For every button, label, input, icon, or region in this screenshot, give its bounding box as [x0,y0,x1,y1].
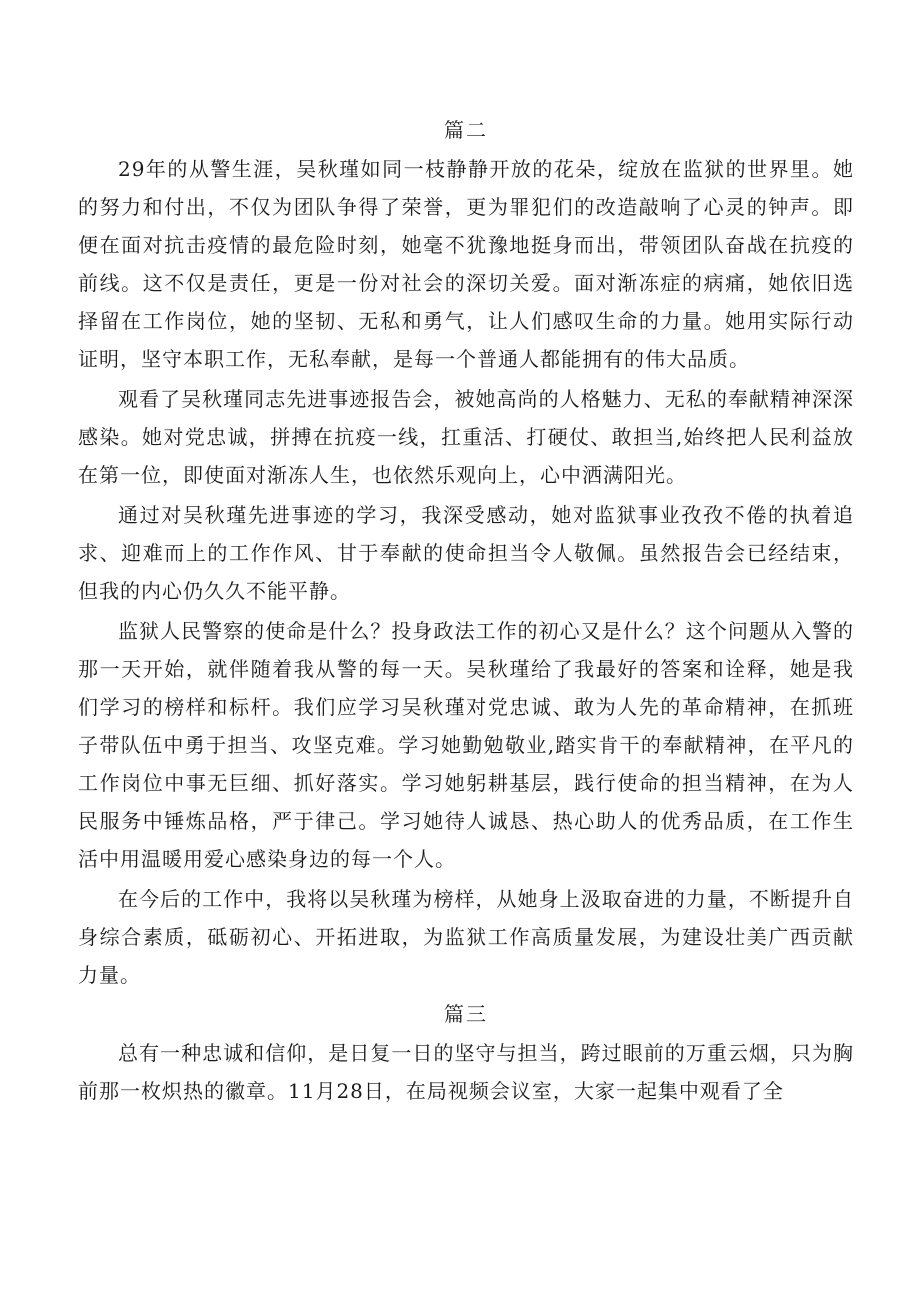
paragraph-3-1: 总有一种忠诚和信仰，是日复一日的坚守与担当，跨过眼前的万重云烟，只为胸前那一枚炽热的徽章。11月28日，在局视频会议室，大家一起集中观看了全 [78,1041,854,1103]
paragraph-2-4: 监狱人民警察的使命是什么？投身政法工作的初心又是什么？这个问题从入警的那一天开始，就伴随着我从警的每一天。吴秋瑾给了我最好的答案和诠释，她是我们学习的榜样和标杆。我们应学习吴秋瑾对党忠诚、敢为人先的革命精神，在抓班子带队伍中勇于担当、攻坚克难。学习她勤勉敬业,踏实肯干的奉献精神，在平凡的工作岗位中事无巨细、抓好落实。学习她躬耕基层，践行使命的担当精神，在为人民服务中锤炼品格，严于律己。学习她待人诚恳、热心助人的优秀品质，在工作生活中用温暖用爱心感染身边的每一个人。 [78,619,854,871]
document-body [78,110,854,1110]
paragraph-2-5: 在今后的工作中，我将以吴秋瑾为榜样，从她身上汲取奋进的力量，不断提升自身综合素质，砥砺初心、开拓进取，为监狱工作高质量发展，为建设壮美广西贡献力量。 [78,887,854,987]
section-heading-3: 篇三 [444,1002,488,1026]
paragraph-2-1: 29年的从警生涯，吴秋瑾如同一枝静静开放的花朵，绽放在监狱的世界里。她的努力和付出，不仅为团队争得了荣誉，更为罪犯们的改造敲响了心灵的钟声。即便在面对抗击疫情的最危险时刻，她毫不犹豫地挺身而出，带领团队奋战在抗疫的前线。这不仅是责任，更是一份对社会的深切关爱。面对渐冻症的病痛，她依旧选择留在工作岗位，她的坚韧、无私和勇气，让人们感叹生命的力量。她用实际行动证明，坚守本职工作，无私奉献，是每一个普通人都能拥有的伟大品质。 [78,157,854,371]
paragraph-2-2: 观看了吴秋瑾同志先进事迹报告会，被她高尚的人格魅力、无私的奉献精神深深感染。她对党忠诚，拼搏在抗疫一线，扛重活、打硬仗、敢担当,始终把人民利益放在第一位，即使面对渐冻人生，也依然乐观向上，心中洒满阳光。 [78,387,854,487]
section-heading-2: 篇二 [444,118,488,142]
paragraph-2-3: 通过对吴秋瑾先进事迹的学习，我深受感动，她对监狱事业孜孜不倦的执着追求、迎难而上的工作作风、甘于奉献的使命担当令人敬佩。虽然报告会已经结束，但我的内心仍久久不能平静。 [78,503,854,603]
